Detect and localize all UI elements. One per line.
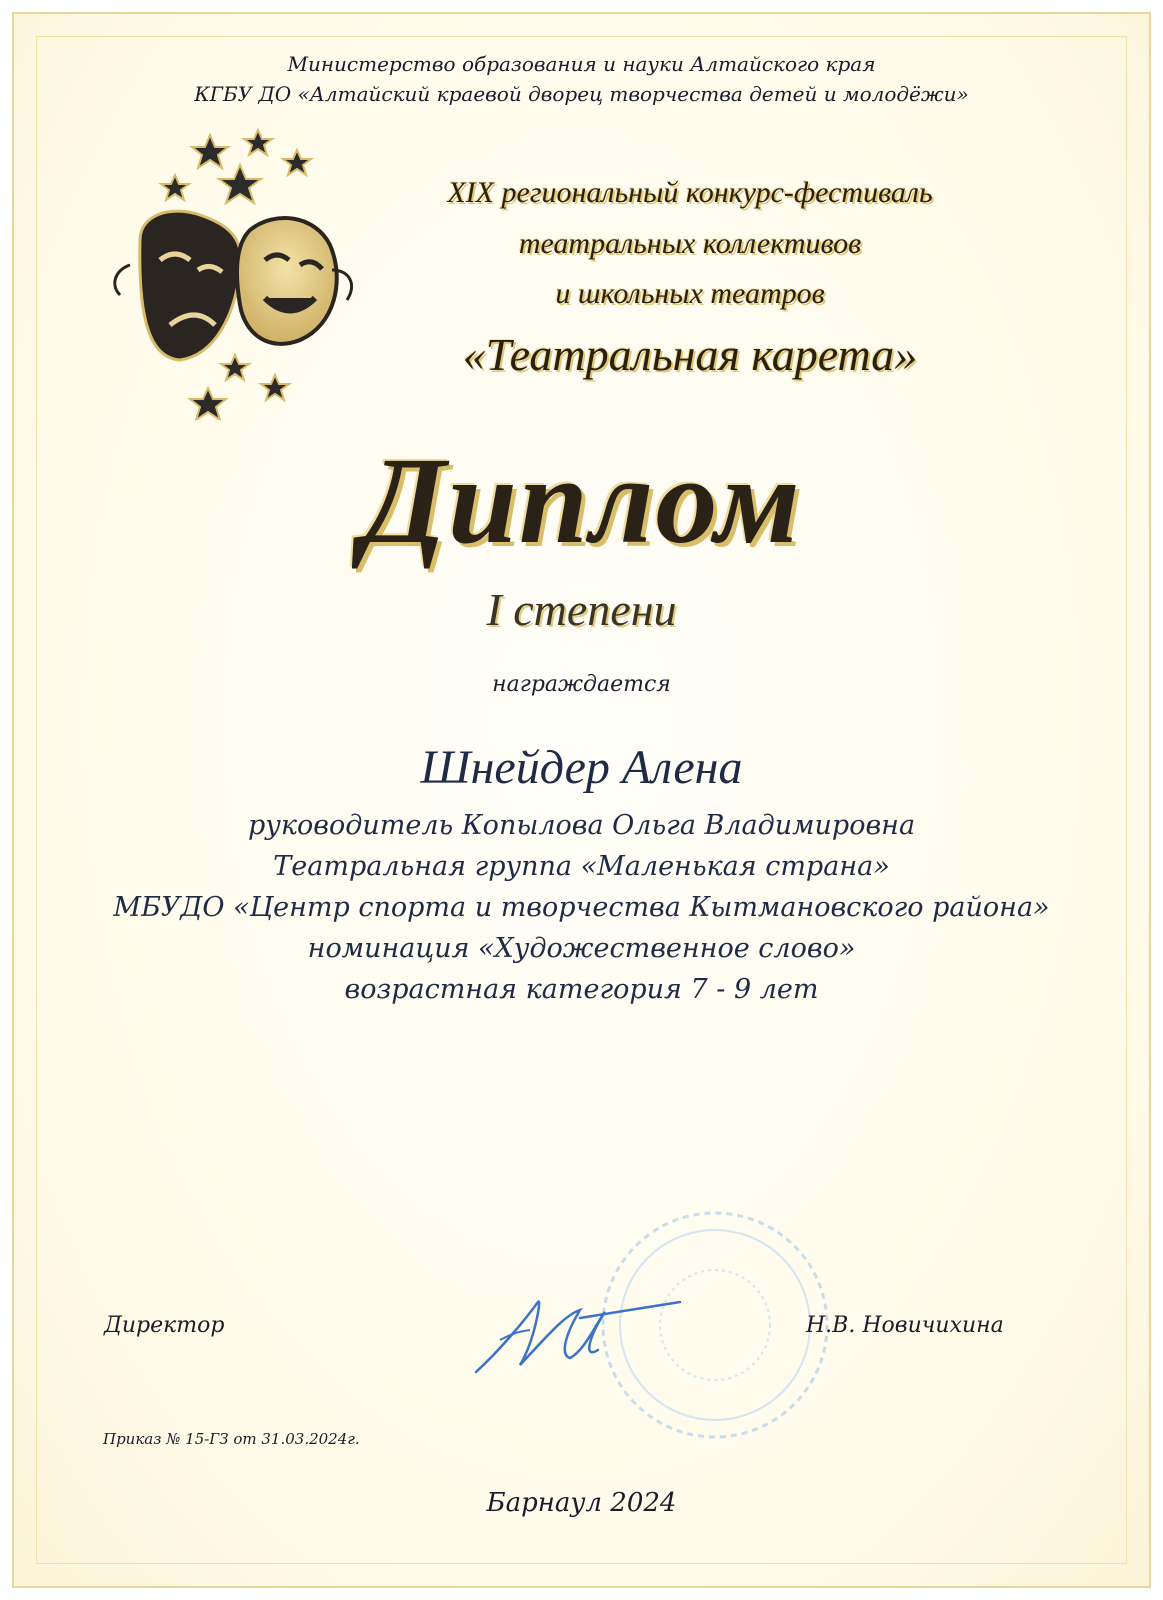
recipient-detail-group: Театральная группа «Маленькая страна»	[273, 851, 890, 882]
recipient-detail-organization: МБУДО «Центр спорта и творчества Кытмановского района»	[113, 892, 1050, 923]
signature-position: Директор	[104, 1313, 225, 1338]
signature-name: Н.В. Новичихина	[806, 1313, 1004, 1338]
recipient-detail-supervisor: руководитель Копылова Ольга Владимировна	[247, 810, 916, 841]
order-reference: Приказ № 15-ГЗ от 31.03.2024г.	[103, 1430, 360, 1448]
festival-line-3: и школьных театров	[555, 277, 825, 310]
recipient-name: Шнейдер Алена	[420, 741, 743, 794]
recipient-detail-nomination: номинация «Художественное слово»	[307, 933, 856, 964]
diploma-title: Диплом	[361, 432, 802, 569]
festival-line-1: XIX региональный конкурс-фестиваль	[447, 176, 933, 209]
institution-line: КГБУ ДО «Алтайский краевой дворец творчества детей и молодёжи»	[194, 82, 969, 106]
ministry-line: Министерство образования и науки Алтайского края	[287, 52, 876, 76]
recipient-detail-age-category: возрастная категория 7 - 9 лет	[344, 974, 819, 1005]
festival-line-2: театральных коллективов	[518, 227, 862, 260]
awarded-label: награждается	[492, 672, 671, 697]
place-year: Барнаул 2024	[486, 1488, 677, 1518]
festival-name: «Театральная карета»	[462, 329, 918, 380]
director-signature	[470, 1280, 690, 1390]
diploma-degree: I степени	[486, 584, 677, 635]
